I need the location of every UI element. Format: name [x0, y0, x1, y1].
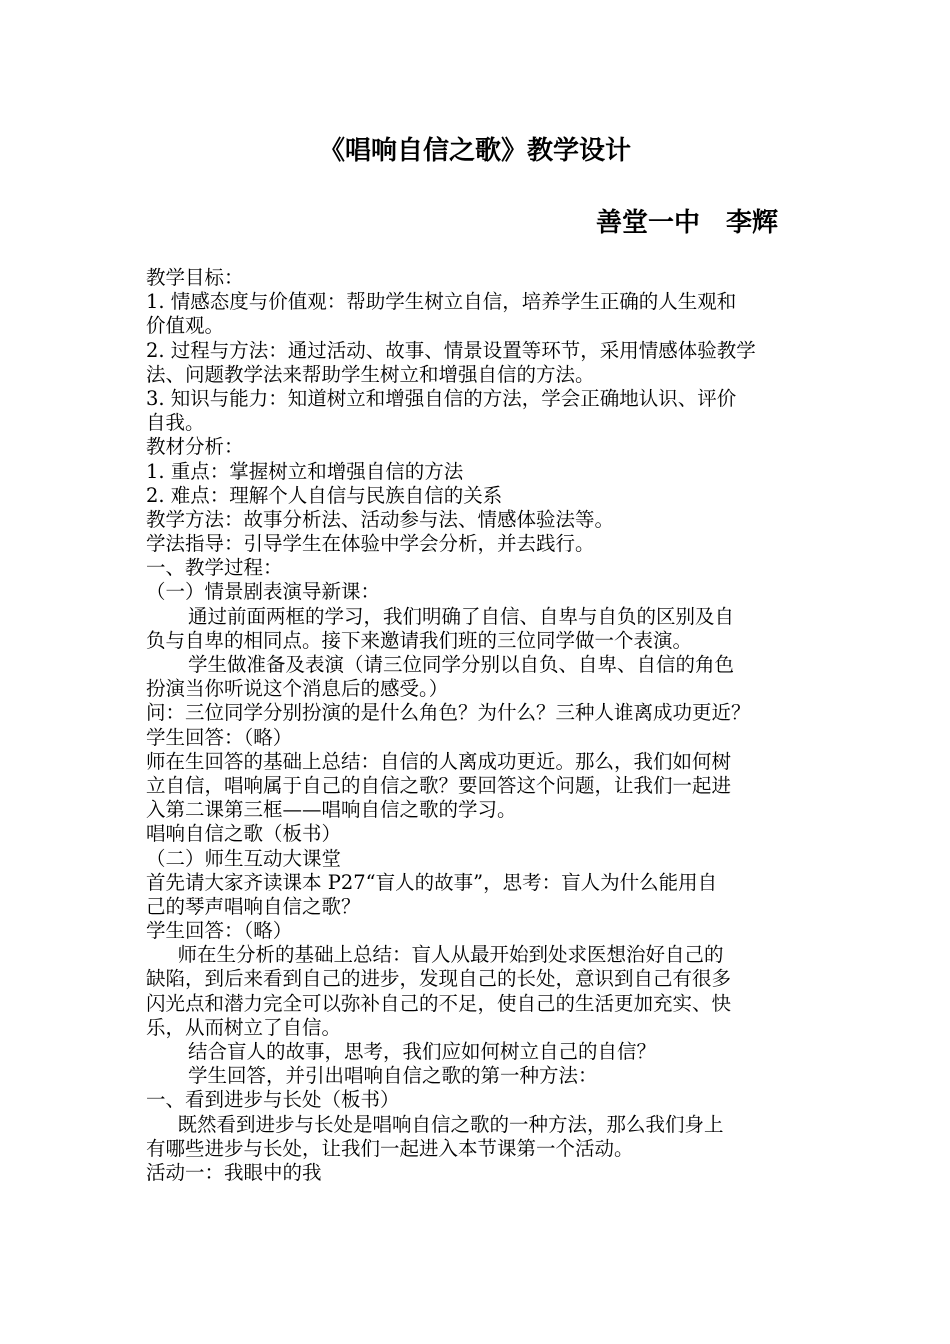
body-line: 入第二课第三框——唱响自信之歌的学习。 [146, 798, 517, 822]
body-line: 学生做准备及表演（请三位同学分别以自负、自卑、自信的角色 [188, 653, 735, 676]
body-line: 扮演当你听说这个消息后的感受。） [146, 677, 449, 701]
body-line: 1. 重点：掌握树立和增强自信的方法 [146, 459, 464, 483]
body-line: 2. 难点：理解个人自信与民族自信的关系 [146, 483, 503, 507]
document-body [146, 266, 818, 1185]
body-line: 己的琴声唱响自信之歌？ [146, 894, 361, 918]
body-line: 缺陷，到后来看到自己的进步，发现自己的长处，意识到自己有很多 [146, 967, 732, 991]
body-line: 学法指导：引导学生在体验中学会分析，并去践行。 [146, 532, 595, 556]
body-line: 乐，从而树立了自信。 [146, 1015, 342, 1039]
body-line: 自我。 [146, 411, 205, 435]
body-line: 法、问题教学法来帮助学生树立和增强自信的方法。 [146, 362, 595, 386]
body-line: 2. 过程与方法：通过活动、故事、情景设置等环节，采用情感体验教学 [146, 338, 756, 362]
body-line: 1. 情感态度与价值观：帮助学生树立自信，培养学生正确的人生观和 [146, 290, 737, 314]
body-line: 立自信，唱响属于自己的自信之歌？要回答这个问题，让我们一起进 [146, 773, 732, 797]
body-line: 教学方法：故事分析法、活动参与法、情感体验法等。 [146, 507, 615, 531]
body-line: 教材分析： [146, 435, 244, 459]
body-line: 学生回答：（略） [146, 725, 293, 749]
body-line: 一、教学过程： [146, 556, 283, 580]
body-line: 闪光点和潜力完全可以弥补自己的不足，使自己的生活更加充实、快 [146, 991, 732, 1015]
document-title: 《唱响自信之歌》教学设计 [318, 136, 631, 166]
body-line: 负与自卑的相同点。接下来邀请我们班的三位同学做一个表演。 [146, 628, 693, 652]
body-line: 既然看到进步与长处是唱响自信之歌的一种方法，那么我们身上 [177, 1112, 724, 1136]
body-line: （一）情景剧表演导新课： [146, 580, 381, 604]
body-line: 活动一：我眼中的我 [146, 1160, 322, 1184]
body-line: 首先请大家齐读课本 P27“盲人的故事”，思考：盲人为什么能用自 [146, 870, 718, 894]
body-line: （二）师生互动大课堂 [146, 846, 342, 870]
body-line: 教学目标： [146, 266, 244, 289]
body-line: 价值观。 [146, 314, 225, 338]
body-line: 学生回答：（略） [146, 919, 293, 943]
body-line: 师在生回答的基础上总结：自信的人离成功更近。那么，我们如何树 [146, 749, 732, 773]
body-line: 学生回答，并引出唱响自信之歌的第一种方法： [188, 1064, 598, 1088]
body-line: 师在生分析的基础上总结：盲人从最开始到处求医想治好自己的 [177, 943, 724, 967]
body-line: 通过前面两框的学习，我们明确了自信、自卑与自负的区别及自 [188, 604, 735, 628]
body-line: 问：三位同学分别扮演的是什么角色？为什么？三种人谁离成功更近？ [146, 701, 751, 725]
body-line: 结合盲人的故事，思考，我们应如何树立自己的自信？ [188, 1040, 657, 1063]
body-line: 有哪些进步与长处，让我们一起进入本节课第一个活动。 [146, 1136, 634, 1160]
document-author: 善堂一中 李辉 [596, 208, 779, 238]
body-line: 唱响自信之歌（板书） [146, 822, 342, 846]
body-line: 3. 知识与能力：知道树立和增强自信的方法，学会正确地认识、评价 [146, 386, 737, 410]
body-line: 一、看到进步与长处（板书） [146, 1088, 400, 1112]
